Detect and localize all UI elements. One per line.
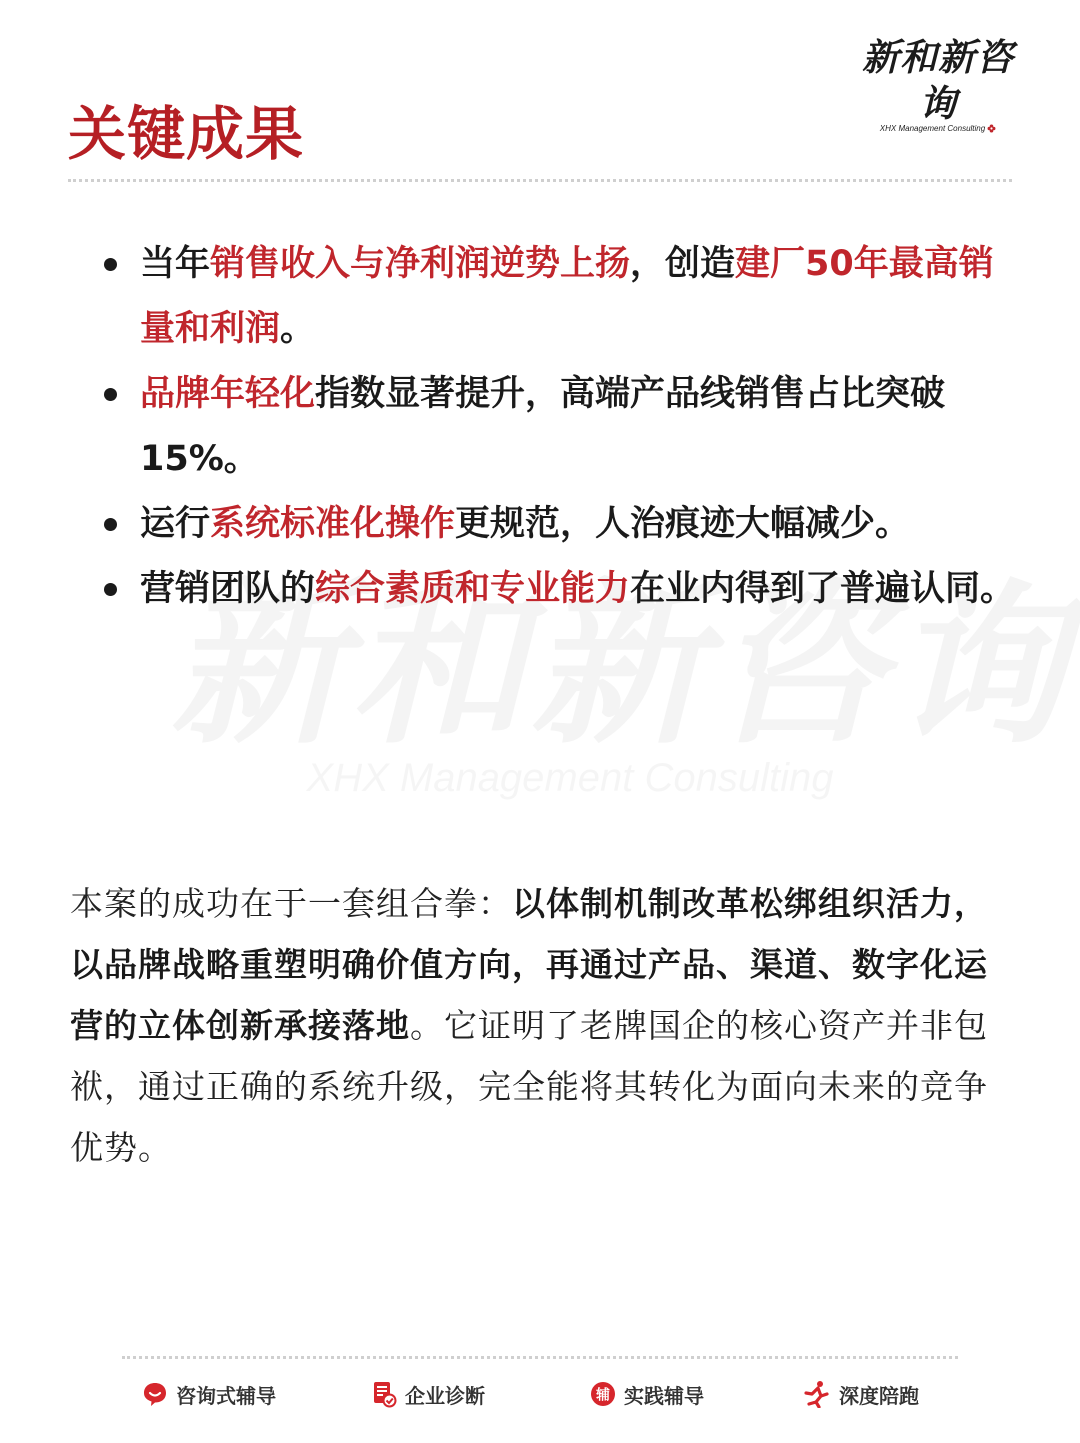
footer-label: 深度陪跑 bbox=[839, 1383, 919, 1408]
result-item-1 bbox=[100, 232, 1020, 362]
highlight-text: 系统标准化操作 bbox=[210, 504, 456, 544]
segment: 营销团队的 bbox=[140, 569, 316, 609]
highlight-text: 综合素质和专业能力 bbox=[315, 569, 631, 609]
bullet-icon bbox=[104, 258, 117, 271]
result-item-2 bbox=[100, 362, 1020, 492]
highlight-text: 销售收入与净利润逆势上扬 bbox=[210, 244, 631, 284]
chat-bubble-icon bbox=[142, 1381, 168, 1407]
brand-tagline: XHX Management Consulting bbox=[848, 124, 1028, 133]
footer bbox=[0, 1372, 1080, 1416]
bullet-icon bbox=[104, 583, 117, 596]
highlight-text: 建厂50年最高销量和利润 bbox=[140, 244, 994, 349]
segment: 。 bbox=[280, 309, 316, 349]
runner-icon bbox=[803, 1380, 831, 1408]
brand-logo bbox=[848, 34, 1028, 133]
segment: 运行 bbox=[140, 504, 211, 544]
result-item-4 bbox=[100, 557, 1020, 622]
key-results-list bbox=[100, 232, 1020, 622]
footer-item-accompany bbox=[803, 1378, 919, 1410]
page-title: 关键成果 bbox=[68, 100, 305, 168]
summary-tail: 。它证明了老牌国企的核心资产并非包袱，通过正确的系统升级，完全能将其转化为面向未来的竞争优势。 bbox=[70, 1006, 988, 1167]
watermark-tagline bbox=[170, 756, 970, 801]
segment: 更规范，人治痕迹大幅减少。 bbox=[455, 504, 911, 544]
footer-item-consulting bbox=[142, 1378, 276, 1410]
summary-bold: 以体制机制改革松绑组织活力，以品牌战略重塑明确价值方向，再通过产品、渠道、数字化运营的立体创新承接落地 bbox=[70, 884, 988, 1045]
report-icon bbox=[371, 1380, 397, 1408]
bullet-icon bbox=[104, 518, 117, 531]
footer-label: 企业诊断 bbox=[405, 1383, 485, 1408]
fu-badge-icon bbox=[590, 1381, 616, 1407]
svg-text:辅: 辅 bbox=[596, 1387, 610, 1404]
footer-item-diagnosis bbox=[371, 1378, 485, 1410]
flower-icon bbox=[987, 124, 996, 133]
footer-label: 咨询式辅导 bbox=[176, 1383, 276, 1408]
segment: 在业内得到了普遍认同。 bbox=[630, 569, 1016, 609]
top-divider bbox=[68, 179, 1012, 182]
segment: 当年 bbox=[140, 244, 211, 284]
segment: ，创造 bbox=[630, 244, 736, 284]
brand-name: 新和新咨询 bbox=[862, 35, 1014, 125]
bullet-icon bbox=[104, 388, 117, 401]
segment: 指数显著提升，高端产品线销售占比突破15%。 bbox=[140, 374, 946, 479]
bottom-divider bbox=[122, 1356, 958, 1359]
result-item-3 bbox=[100, 492, 1020, 557]
highlight-text: 品牌年轻化 bbox=[140, 374, 316, 414]
summary-paragraph bbox=[70, 873, 1014, 1178]
summary-lead: 本案的成功在于一套组合拳： bbox=[70, 884, 512, 923]
footer-label: 实践辅导 bbox=[624, 1383, 704, 1408]
footer-item-practice bbox=[590, 1378, 704, 1410]
